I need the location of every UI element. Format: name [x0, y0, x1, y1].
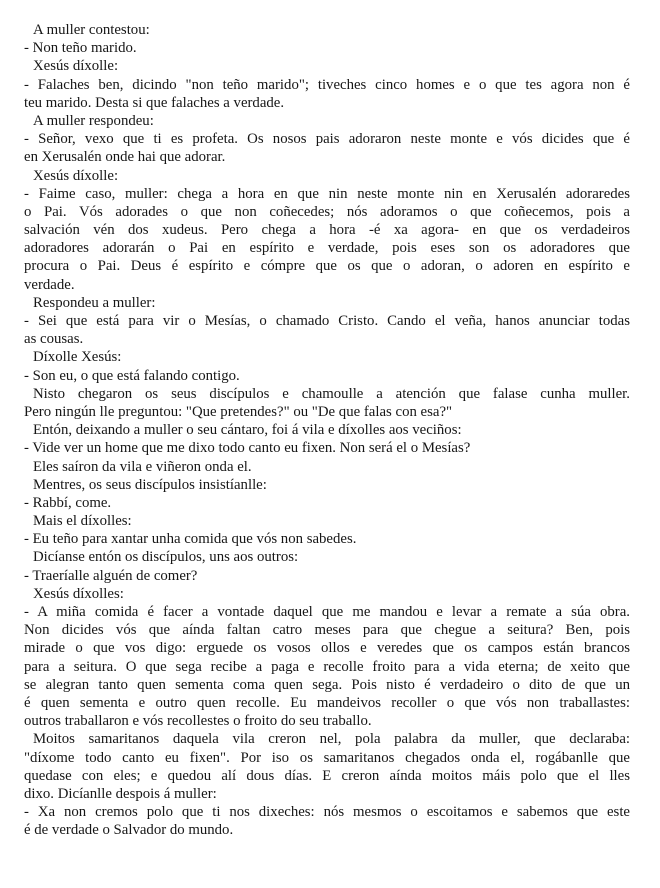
paragraph-dialogue — [24, 439, 630, 457]
paragraph-narrative — [24, 458, 630, 476]
text-line: Moitos samaritanos daquela vila creron nel, pola palabra da muller, que declaraba: — [33, 731, 630, 748]
document-page — [24, 21, 630, 839]
text-line: Mentres, os seus discípulos insistíanlle: — [33, 476, 267, 493]
text-line: teu marido. Desta si que falaches a verdade. — [24, 94, 285, 111]
text-line: Eles saíron da vila e viñeron onda el. — [33, 458, 252, 475]
paragraph-narrative — [24, 730, 630, 803]
paragraph-narrative — [24, 548, 630, 566]
paragraph-narrative — [24, 512, 630, 530]
text-line: Xesús díxolle: — [33, 167, 119, 184]
paragraph-dialogue — [24, 530, 630, 548]
text-line: verdade. — [24, 276, 75, 293]
text-line: é quen sementa e outro quen recolle. Eu mandeivos recoller o que vós non traballastes: — [24, 694, 630, 711]
paragraph-narrative — [24, 348, 630, 366]
paragraph-dialogue — [24, 76, 630, 112]
paragraph-narrative — [24, 476, 630, 494]
text-line: - Falaches ben, dicindo "non teño marido"; tiveches cinco homes e o que tes agora non é — [24, 76, 630, 93]
paragraph-dialogue — [24, 39, 630, 57]
paragraph-dialogue — [24, 185, 630, 294]
text-line: quedase con eles; e quedou alí dous días. E creron aínda moitos máis polo que el lles — [24, 767, 630, 784]
text-line: - Eu teño para xantar unha comida que vós non sabedes. — [24, 531, 357, 548]
paragraph-dialogue — [24, 367, 630, 385]
text-line: dixo. Dicíanlle despois á muller: — [24, 785, 217, 802]
paragraph-narrative — [24, 385, 630, 421]
text-line: - Sei que está para vir o Mesías, o chamado Cristo. Cando el veña, hanos anunciar todas — [24, 313, 630, 329]
text-line: - Señor, vexo que ti es profeta. Os nosos pais adoraron neste monte e vós dicides que é — [24, 131, 630, 148]
text-line: as cousas. — [24, 331, 84, 348]
text-line: Dicíanse entón os discípulos, uns aos outros: — [33, 549, 299, 566]
text-line: é de verdade o Salvador do mundo. — [24, 822, 234, 839]
text-line: adoradores adorarán o Pai en espírito e verdade, pois eses son os adoradores que — [24, 240, 630, 257]
paragraph-narrative — [24, 21, 630, 39]
paragraph-dialogue — [24, 130, 630, 166]
text-line: outros traballaron e vós recollestes o froito do seu traballo. — [24, 713, 372, 730]
paragraph-narrative — [24, 57, 630, 75]
paragraph-narrative — [24, 294, 630, 312]
text-line: Xesús díxolle: — [33, 58, 119, 75]
text-line: Mais el díxolles: — [33, 513, 132, 530]
text-line: Respondeu a muller: — [33, 294, 156, 311]
paragraph-narrative — [24, 421, 630, 439]
text-line: Xesús díxolles: — [33, 585, 124, 602]
text-line: - Faime caso, muller: chega a hora en que nin neste monte nin en Xerusalén adoraredes — [24, 185, 630, 202]
text-line: en Xerusalén onde hai que adorar. — [24, 149, 226, 166]
text-line: - Non teño marido. — [24, 40, 137, 57]
paragraph-dialogue — [24, 494, 630, 512]
text-line: Pero ningún lle preguntou: "Que pretendes?" ou "De que falas con esa?" — [24, 403, 453, 420]
text-line: o Pai. Vós adorades o que non coñecedes; nós adoramos o que coñecemos, pois a — [24, 203, 630, 220]
text-line: procura o Pai. Deus é espírito e cómpre que os que o adoran, o adoren en espírito e — [24, 258, 630, 275]
text-line: - Traeríalle alguén de comer? — [24, 567, 198, 584]
text-line: - A miña comida é facer a vontade daquel que me mandou e levar a remate a súa obra. — [24, 604, 630, 620]
text-line: - Son eu, o que está falando contigo. — [24, 367, 240, 384]
text-line: - Rabbí, come. — [24, 494, 112, 511]
paragraph-dialogue — [24, 312, 630, 348]
text-line: salvación vén dos xudeus. Pero chega a hora -é xa agora- en que os verdadeiros — [24, 222, 630, 239]
text-line: "díxome todo canto eu fixen". Por iso os samaritanos chegados onda el, rogábanlle que — [24, 749, 630, 766]
paragraph-dialogue — [24, 803, 630, 839]
paragraph-narrative — [24, 585, 630, 603]
paragraph-dialogue — [24, 567, 630, 585]
text-line: se alegran tanto quen sementa coma quen sega. Pois nisto é verdadeiro o dito de que un — [24, 676, 630, 693]
paragraph-dialogue — [24, 603, 630, 730]
text-line: A muller respondeu: — [33, 112, 154, 129]
text-line: para a seitura. O que sega recibe a paga e recolle froito para a vida eterna; de xeito que — [24, 658, 630, 675]
text-line: Díxolle Xesús: — [33, 349, 122, 366]
paragraph-narrative — [24, 167, 630, 185]
paragraph-narrative — [24, 112, 630, 130]
text-line: Non dicides vós que aínda faltan catro meses para que chegue a seitura? Ben, pois — [24, 622, 630, 639]
text-line: A muller contestou: — [33, 22, 150, 38]
text-line: - Vide ver un home que me dixo todo canto eu fixen. Non será el o Mesías? — [24, 440, 471, 457]
text-line: mirade o que vos digo: erguede os vosos ollos e veredes que os campos están brancos — [24, 640, 630, 657]
text-line: Nisto chegaron os seus discípulos e chamoulle a atención que falase cunha muller. — [33, 385, 630, 402]
text-line: - Xa non cremos polo que ti nos dixeches: nós mesmos o escoitamos e sabemos que este — [24, 804, 630, 821]
text-line: Entón, deixando a muller o seu cántaro, foi á vila e díxolles aos veciños: — [33, 422, 462, 439]
